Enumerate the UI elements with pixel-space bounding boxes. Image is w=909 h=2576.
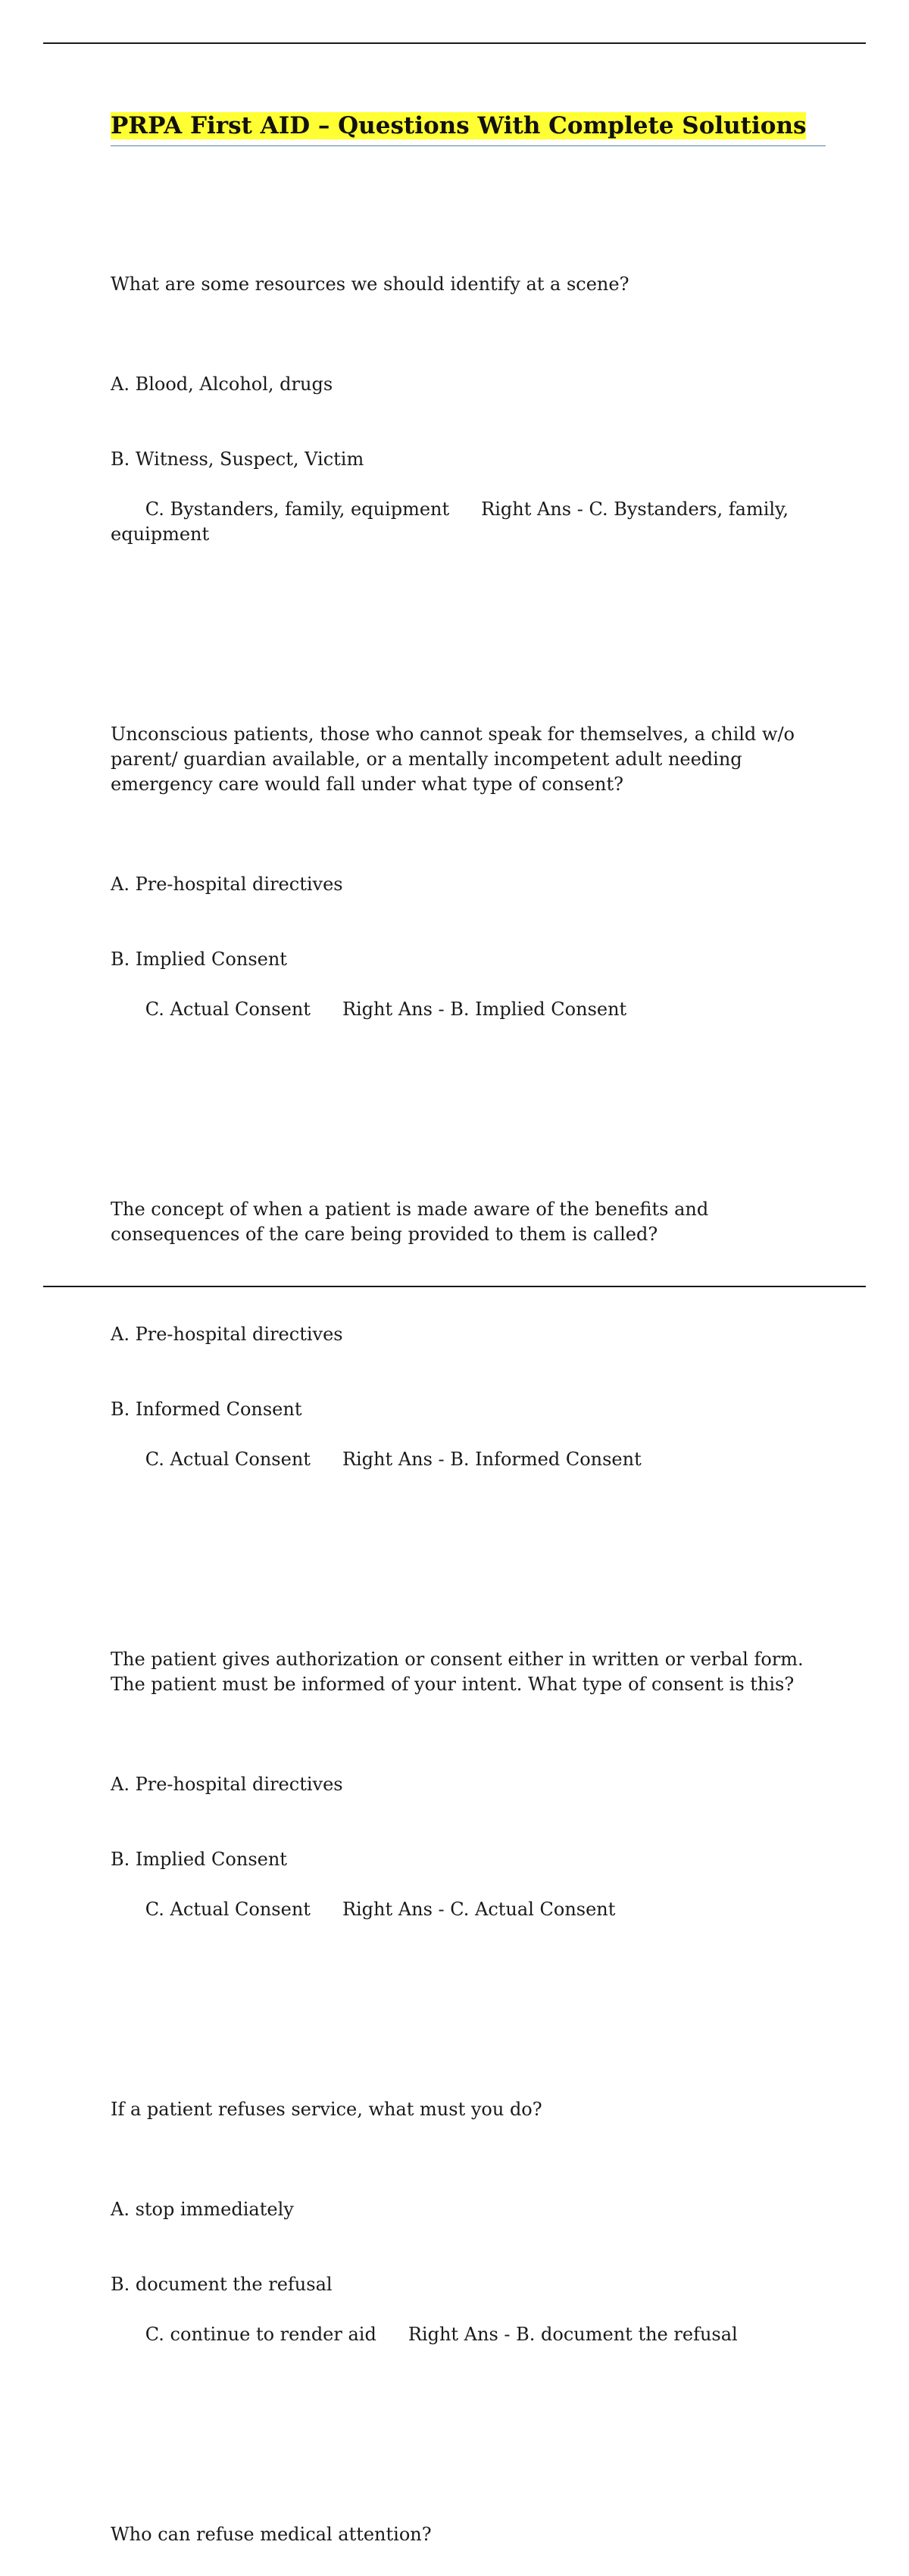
option-a: A. Pre-hospital directives	[111, 1324, 343, 1345]
answer-text: Right Ans - B. document the refusal	[408, 2324, 738, 2345]
option-b: B. Implied Consent	[111, 949, 287, 970]
answer-text: Right Ans - C. Bystanders, family, equipment	[111, 499, 795, 545]
document-body	[111, 111, 826, 2576]
question-text: What are some resources we should identify at a scene?	[111, 274, 629, 295]
question-text: The patient gives authorization or consent either in written or verbal form. The patient must be informed of your intent. What type of consent is this?	[111, 1649, 810, 1695]
option-b: B. Informed Consent	[111, 1399, 302, 1420]
option-b: B. Implied Consent	[111, 1849, 287, 1870]
qa-item-6	[111, 2472, 826, 2576]
option-b: B. Witness, Suspect, Victim	[111, 449, 364, 470]
footer-rule	[43, 1286, 866, 1287]
question-text: The concept of when a patient is made aware of the benefits and consequences of the care being provided to them is called?	[111, 1199, 714, 1245]
qa-item-2	[111, 672, 826, 1047]
option-a: A. Pre-hospital directives	[111, 874, 343, 895]
question-text: Who can refuse medical attention?	[111, 2524, 432, 2545]
qa-item-5	[111, 2047, 826, 2372]
document-title: PRPA First AID – Questions With Complete Solutions	[111, 112, 807, 139]
question-text: If a patient refuses service, what must you do?	[111, 2099, 542, 2120]
answer-text: Right Ans - C. Actual Consent	[342, 1899, 616, 1920]
option-a: A. stop immediately	[111, 2199, 294, 2220]
answer-text: Right Ans - B. Informed Consent	[342, 1449, 642, 1470]
answer-text: Right Ans - B. Implied Consent	[342, 999, 627, 1020]
option-b: B. document the refusal	[111, 2274, 333, 2295]
option-c: C. Bystanders, family, equipment	[145, 499, 450, 520]
qa-item-3	[111, 1147, 826, 1497]
header-rule	[43, 42, 866, 44]
title-block	[111, 111, 826, 146]
option-c: C. continue to render aid	[145, 2324, 376, 2345]
option-a: A. Pre-hospital directives	[111, 1774, 343, 1795]
option-c: C. Actual Consent	[145, 999, 311, 1020]
option-c: C. Actual Consent	[145, 1899, 311, 1920]
qa-item-4	[111, 1597, 826, 1947]
option-c: C. Actual Consent	[145, 1449, 311, 1470]
option-a: A. Blood, Alcohol, drugs	[111, 374, 333, 395]
question-text: Unconscious patients, those who cannot speak for themselves, a child w/o parent/ guardian available, or a mentally incompetent adult needing emergency care would fall under what type of consent?	[111, 724, 801, 795]
qa-item-1	[111, 222, 826, 572]
